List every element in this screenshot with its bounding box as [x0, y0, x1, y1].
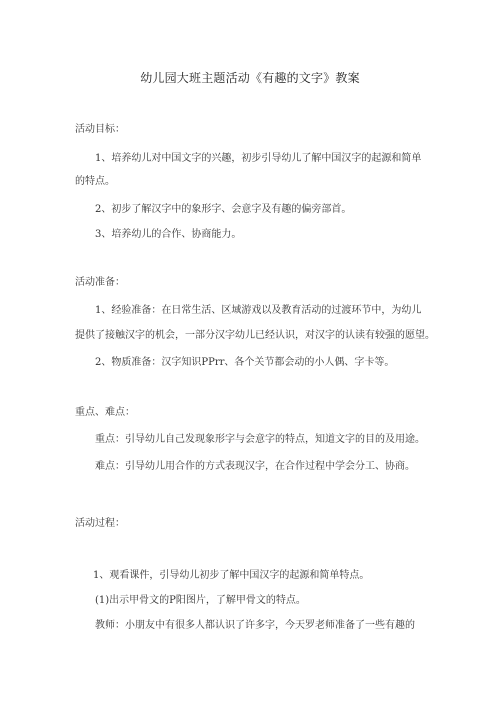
teacher-line: 教师：小朋友中有很多人都认识了许多字，今天罗老师准备了一些有趣的 — [95, 620, 415, 631]
process-step-1-sub-1: (1)出示甲骨文的P阳图片，了解甲骨文的特点。 — [95, 595, 306, 606]
preparation-item-1-continued: 提供了接触汉字的机会，一部分汉字幼儿已经认识，对汉字的认读有较强的愿望。 — [75, 330, 435, 341]
goal-item-2: 2、初步了解汉字中的象形字、会意字及有趣的偏旁部首。 — [95, 204, 352, 215]
process-step-1: 1、观看课件，引导幼儿初步了解中国汉字的起源和简单特点。 — [93, 570, 370, 581]
goal-item-1-continued: 的特点。 — [75, 176, 115, 187]
section-heading-goals: 活动目标： — [75, 124, 125, 135]
section-heading-key-points: 重点、难点： — [75, 407, 135, 418]
goal-item-3: 3、培养幼儿的合作、协商能力。 — [95, 229, 242, 240]
key-point-line: 重点：引导幼儿自己发现象形字与会意字的特点，知道文字的目的及用途。 — [95, 434, 425, 445]
section-heading-preparation: 活动准备： — [75, 277, 125, 288]
goal-item-1: 1、培养幼儿对中国文字的兴趣，初步引导幼儿了解中国汉字的起源和简单 — [95, 153, 422, 164]
preparation-item-1: 1、经验准备：在日常生活、区域游戏以及教育活动的过渡环节中，为幼儿 — [95, 305, 422, 316]
document-title: 幼儿园大班主题活动《有趣的文字》教案 — [140, 71, 360, 85]
section-heading-process: 活动过程： — [75, 518, 125, 529]
difficulty-line: 难点：引导幼儿用合作的方式表现汉字，在合作过程中学会分工、协商。 — [95, 461, 415, 472]
preparation-item-2: 2、物质准备：汉字知识PPrr、各个关节都会动的小人偶、字卡等。 — [95, 357, 395, 368]
